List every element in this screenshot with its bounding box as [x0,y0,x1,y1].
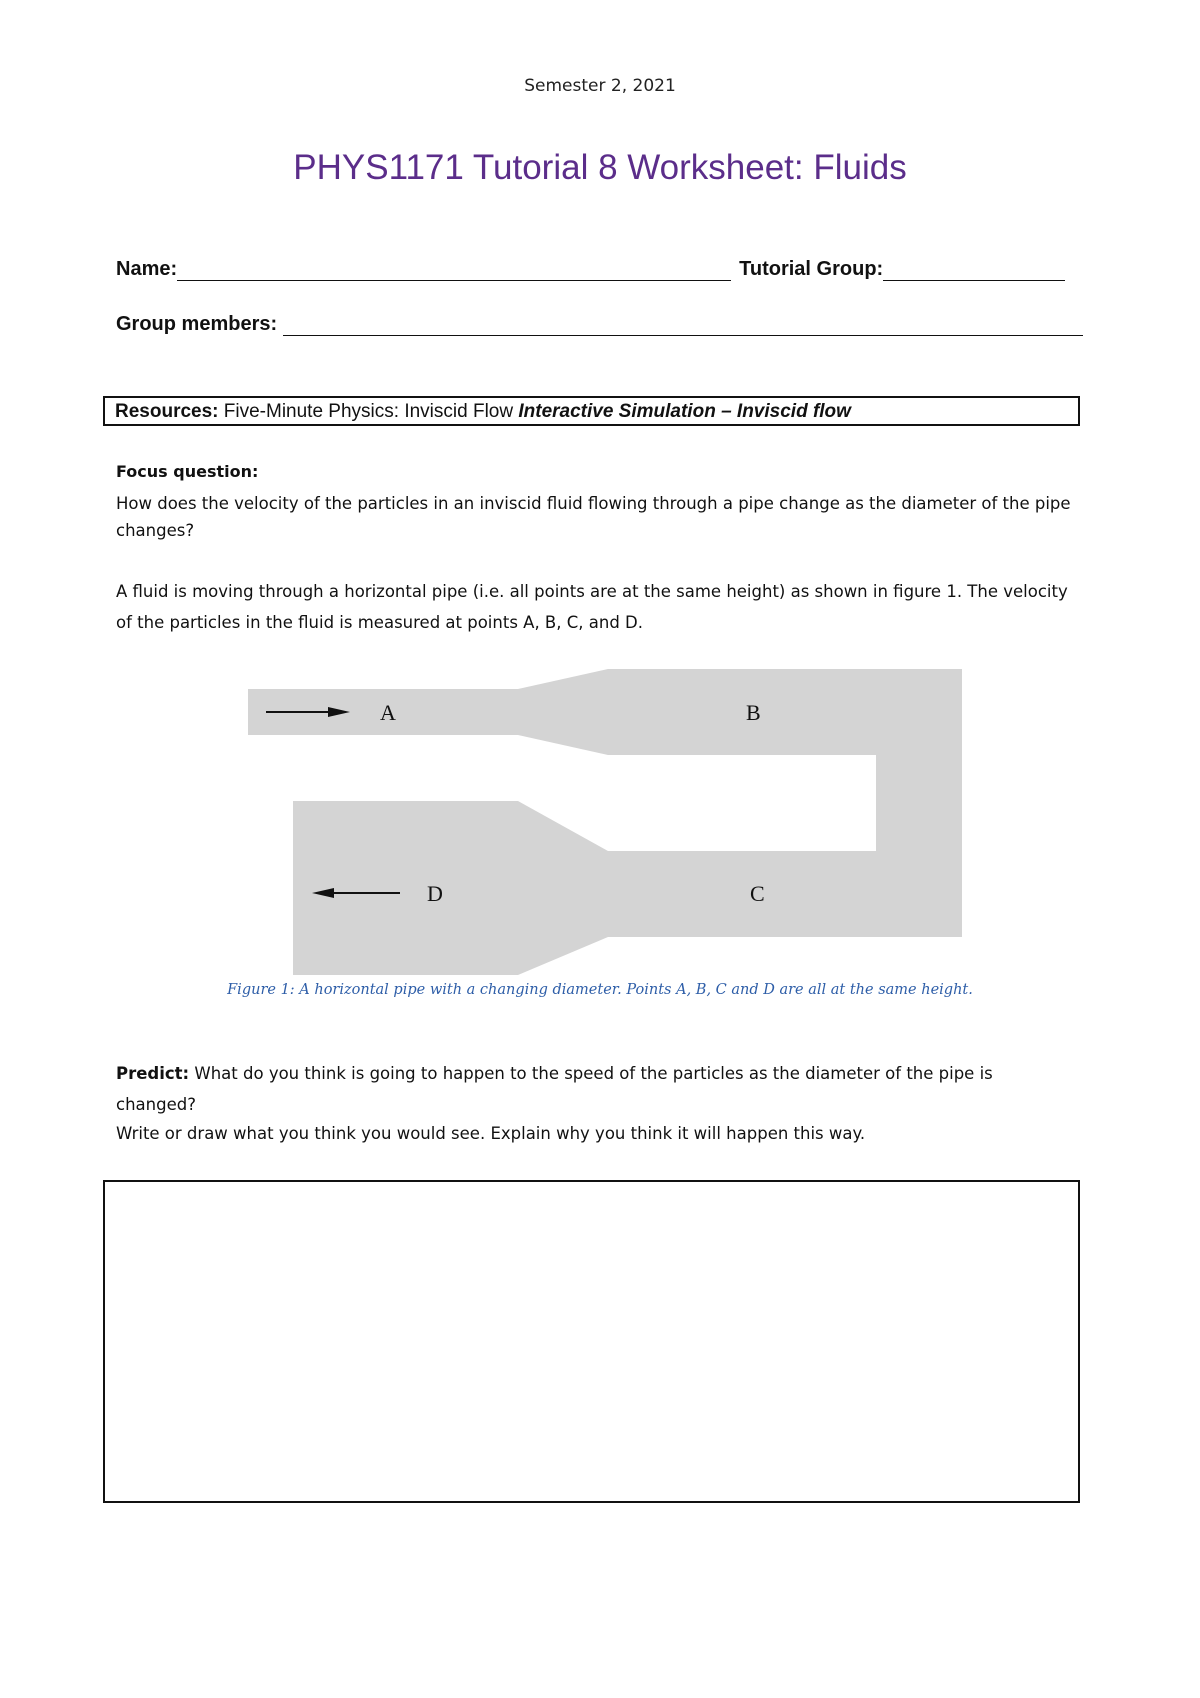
tutorial-group-label: Tutorial Group: [739,258,884,280]
group-members-row [116,313,1083,336]
resources-text: Five-Minute Physics: Inviscid Flow [223,401,514,422]
figure-caption: Figure 1: A horizontal pipe with a changing diameter. Points A, B, C and D are all at the same height. [227,982,973,998]
label-b: B [746,700,761,725]
label-c: C [750,881,765,906]
predict-text: What do you think is going to happen to the speed of the particles as the diameter of the pipe is changed? [116,1064,993,1114]
group-members-label: Group members: [116,313,278,335]
label-d: D [427,881,443,906]
focus-question-text: How does the velocity of the particles in an inviscid fluid flowing through a pipe change as the diameter of the pipe changes? [116,494,1071,540]
intro-paragraph: A fluid is moving through a horizontal pipe (i.e. all points are at the same height) as shown in figure 1. The velocity of the particles in the fluid is measured at points A, B, C, and D. [116,582,1068,632]
name-label: Name: [116,258,178,280]
focus-question-label: Focus question: [116,462,259,481]
predict-instruction: Write or draw what you think you would see. Explain why you think it will happen this way. [116,1124,866,1143]
name-field[interactable] [177,260,731,281]
group-members-field[interactable] [283,315,1083,336]
tutorial-group-field[interactable] [883,260,1065,281]
pipe-diagram [248,665,968,975]
predict-paragraph [116,1058,1076,1120]
semester-header: Semester 2, 2021 [524,76,676,96]
predict-label: Predict: [116,1064,190,1083]
pipe-shape [248,669,962,975]
page-title: PHYS1171 Tutorial 8 Worksheet: Fluids [293,148,907,187]
pipe-figure [248,665,968,979]
name-row [116,258,1065,281]
answer-box[interactable] [103,1180,1080,1503]
resources-box [103,396,1080,426]
resources-label: Resources: [115,401,219,422]
label-a: A [380,700,396,725]
simulation-link[interactable]: Interactive Simulation – Inviscid flow [518,401,851,422]
